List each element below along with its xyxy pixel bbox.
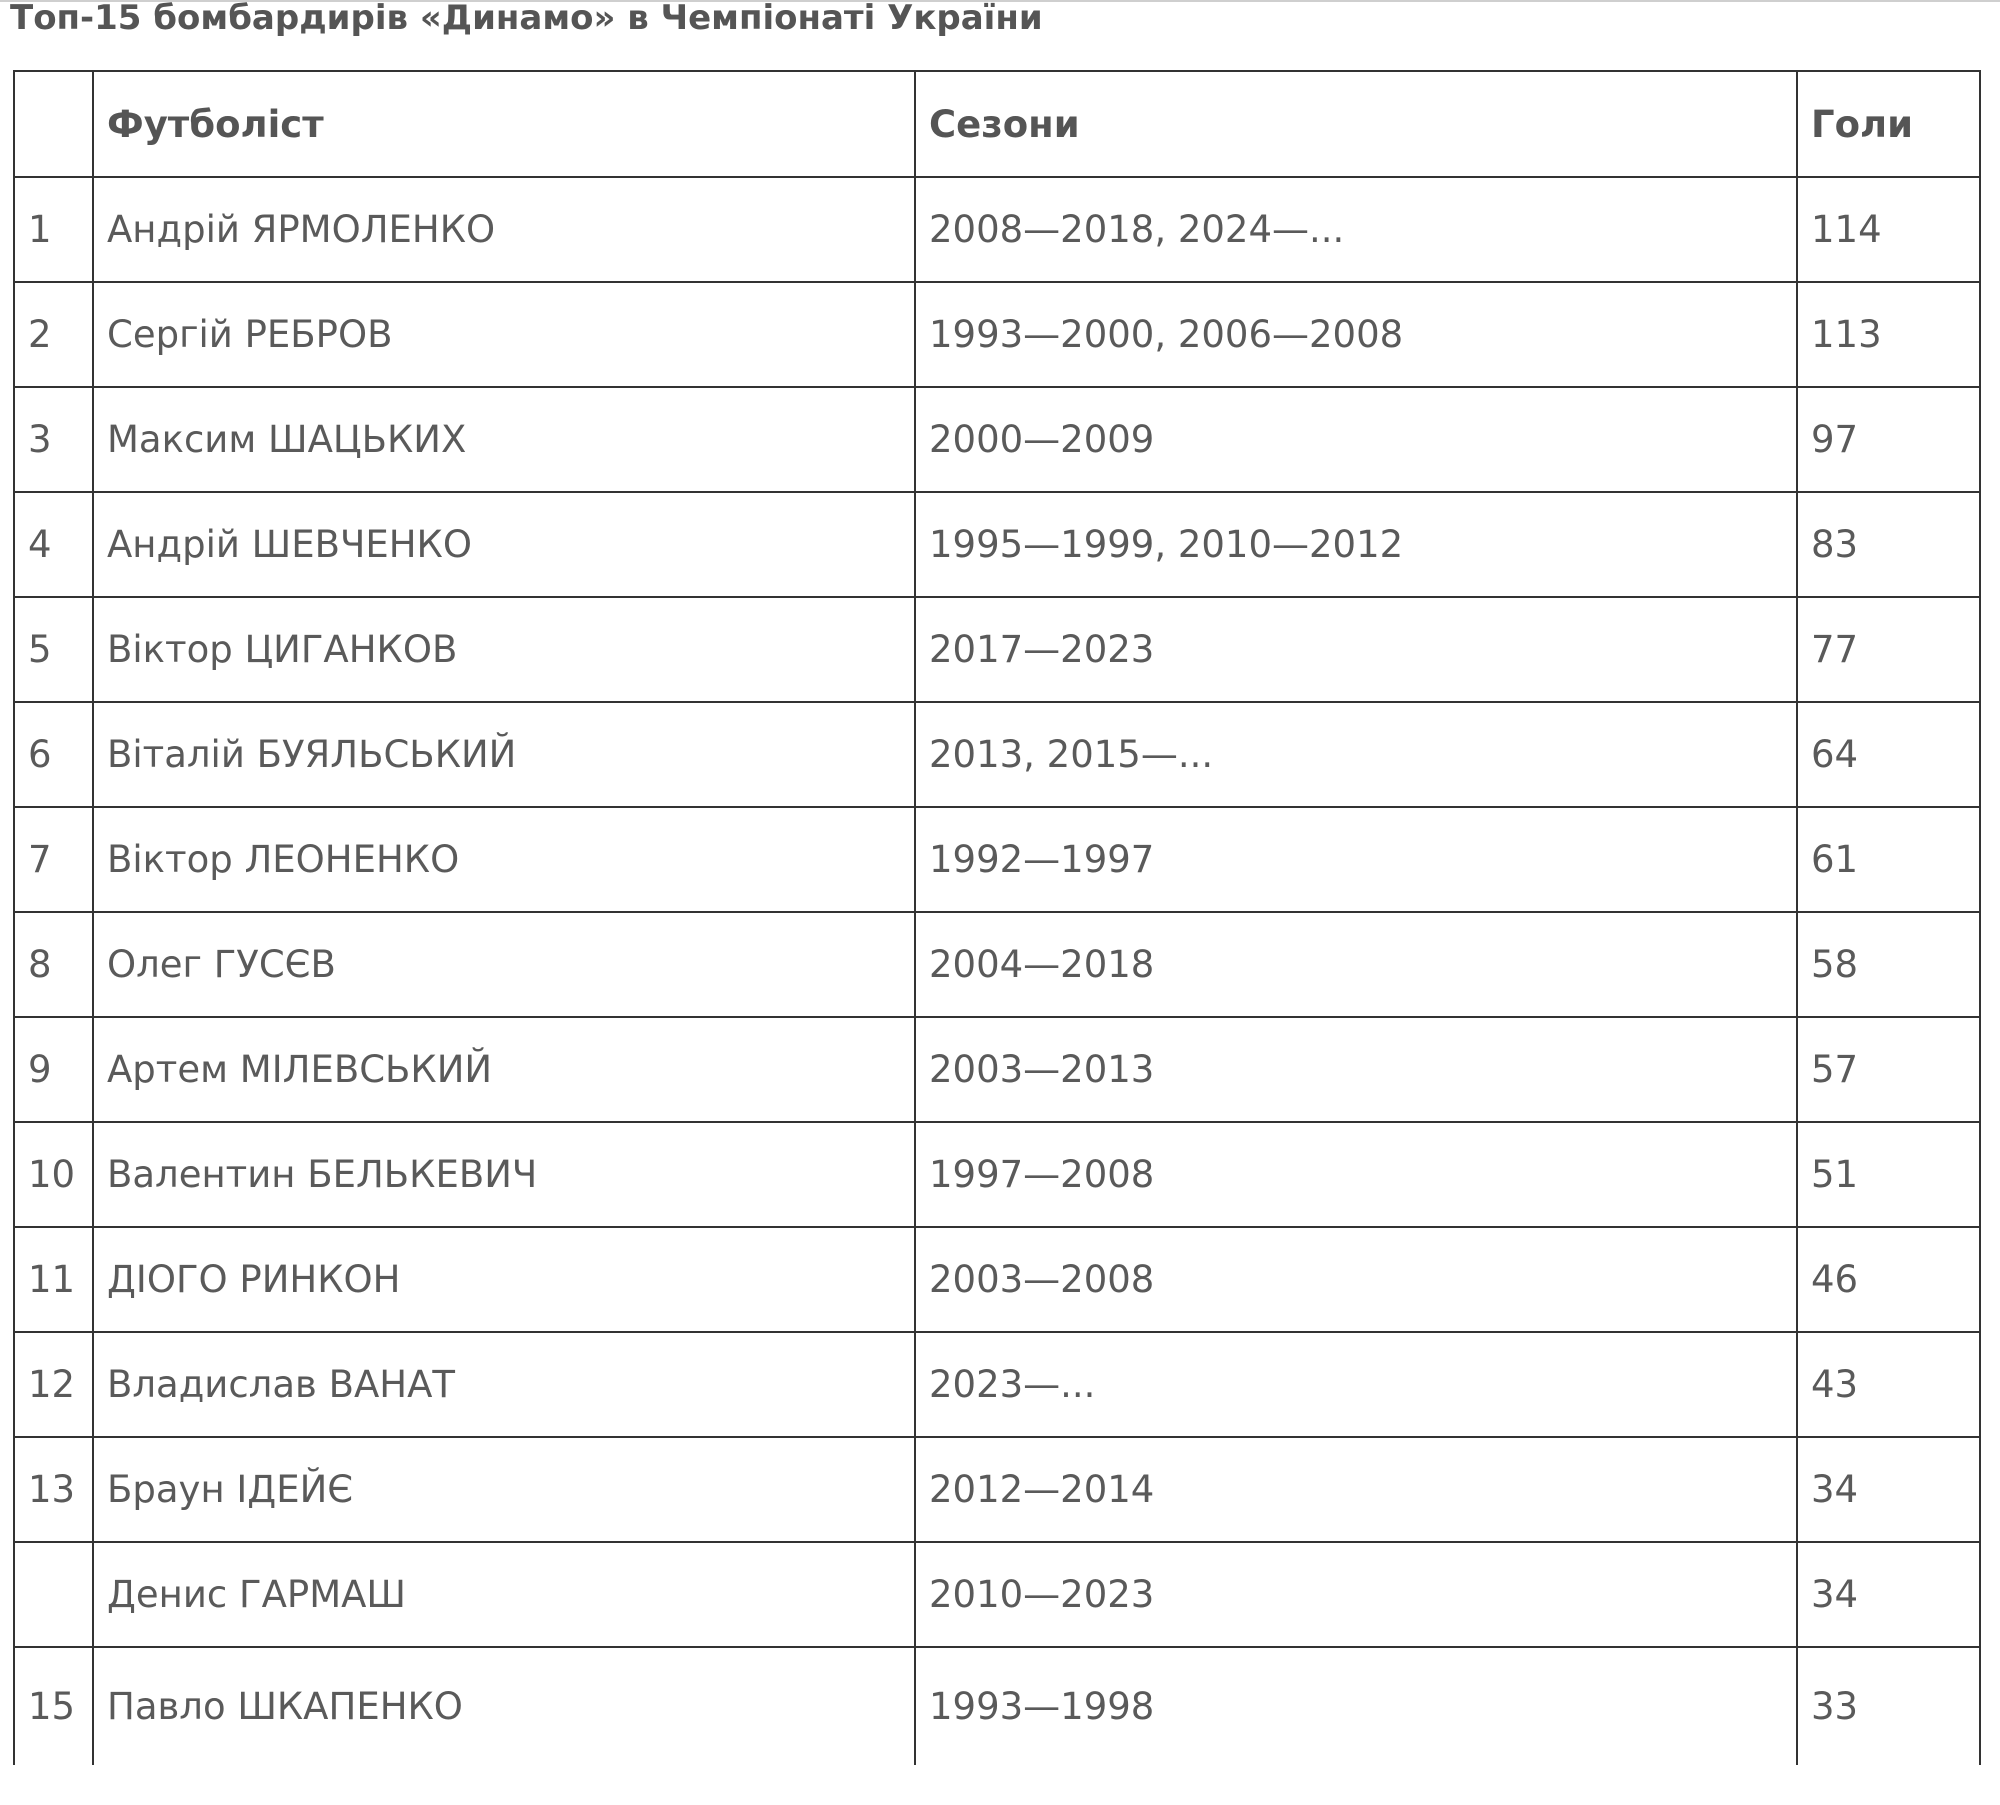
header-rank [14, 71, 93, 177]
seasons-cell: 1995—1999, 2010—2012 [915, 492, 1797, 597]
player-cell: Валентин БЕЛЬКЕВИЧ [93, 1122, 915, 1227]
goals-cell: 113 [1797, 282, 1980, 387]
goals-cell: 46 [1797, 1227, 1980, 1332]
goals-cell: 43 [1797, 1332, 1980, 1437]
goals-cell: 77 [1797, 597, 1980, 702]
rank-cell [14, 1542, 93, 1647]
table-row [14, 1227, 1980, 1332]
player-cell: Андрій ЯРМОЛЕНКО [93, 177, 915, 282]
player-cell: Браун ІДЕЙЄ [93, 1437, 915, 1542]
table-row [14, 1122, 1980, 1227]
player-cell: Олег ГУСЄВ [93, 912, 915, 1017]
player-cell: Павло ШКАПЕНКО [93, 1647, 915, 1765]
rank-cell: 1 [14, 177, 93, 282]
seasons-cell: 2023—... [915, 1332, 1797, 1437]
seasons-cell: 2012—2014 [915, 1437, 1797, 1542]
rank-cell: 15 [14, 1647, 93, 1765]
player-cell: Денис ГАРМАШ [93, 1542, 915, 1647]
top-scorers-table [13, 70, 1981, 1765]
rank-cell: 13 [14, 1437, 93, 1542]
seasons-cell: 1992—1997 [915, 807, 1797, 912]
goals-cell: 114 [1797, 177, 1980, 282]
seasons-cell: 2013, 2015—... [915, 702, 1797, 807]
table-row [14, 912, 1980, 1017]
table-row [14, 1647, 1980, 1765]
header-player: Футболіст [93, 71, 915, 177]
goals-cell: 97 [1797, 387, 1980, 492]
table-row [14, 282, 1980, 387]
player-cell: Андрій ШЕВЧЕНКО [93, 492, 915, 597]
rank-cell: 5 [14, 597, 93, 702]
table-title: Топ-15 бомбардирів «Динамо» в Чемпіонаті України [10, 0, 1043, 38]
goals-cell: 33 [1797, 1647, 1980, 1765]
table-row [14, 702, 1980, 807]
player-cell: Максим ШАЦЬКИХ [93, 387, 915, 492]
seasons-cell: 2008—2018, 2024—... [915, 177, 1797, 282]
seasons-cell: 1997—2008 [915, 1122, 1797, 1227]
seasons-cell: 2000—2009 [915, 387, 1797, 492]
rank-cell: 4 [14, 492, 93, 597]
goals-cell: 51 [1797, 1122, 1980, 1227]
player-cell: ДІОГО РИНКОН [93, 1227, 915, 1332]
rank-cell: 6 [14, 702, 93, 807]
table-row [14, 1017, 1980, 1122]
goals-cell: 34 [1797, 1437, 1980, 1542]
seasons-cell: 2017—2023 [915, 597, 1797, 702]
table-row [14, 1437, 1980, 1542]
table-row [14, 1332, 1980, 1437]
table-row [14, 807, 1980, 912]
table-row [14, 387, 1980, 492]
table-row [14, 597, 1980, 702]
rank-cell: 7 [14, 807, 93, 912]
player-cell: Сергій РЕБРОВ [93, 282, 915, 387]
player-cell: Віктор ЦИГАНКОВ [93, 597, 915, 702]
rank-cell: 10 [14, 1122, 93, 1227]
seasons-cell: 2004—2018 [915, 912, 1797, 1017]
player-cell: Артем МІЛЕВСЬКИЙ [93, 1017, 915, 1122]
header-seasons: Сезони [915, 71, 1797, 177]
seasons-cell: 2003—2013 [915, 1017, 1797, 1122]
goals-cell: 34 [1797, 1542, 1980, 1647]
player-cell: Віталій БУЯЛЬСЬКИЙ [93, 702, 915, 807]
rank-cell: 2 [14, 282, 93, 387]
goals-cell: 58 [1797, 912, 1980, 1017]
rank-cell: 3 [14, 387, 93, 492]
table-header-row [14, 71, 1980, 177]
goals-cell: 64 [1797, 702, 1980, 807]
seasons-cell: 2010—2023 [915, 1542, 1797, 1647]
goals-cell: 57 [1797, 1017, 1980, 1122]
goals-cell: 61 [1797, 807, 1980, 912]
player-cell: Віктор ЛЕОНЕНКО [93, 807, 915, 912]
rank-cell: 8 [14, 912, 93, 1017]
seasons-cell: 1993—1998 [915, 1647, 1797, 1765]
goals-cell: 83 [1797, 492, 1980, 597]
rank-cell: 9 [14, 1017, 93, 1122]
player-cell: Владислав ВАНАТ [93, 1332, 915, 1437]
header-goals: Голи [1797, 71, 1980, 177]
rank-cell: 12 [14, 1332, 93, 1437]
table-row [14, 177, 1980, 282]
table-row [14, 1542, 1980, 1647]
table-row [14, 492, 1980, 597]
seasons-cell: 1993—2000, 2006—2008 [915, 282, 1797, 387]
rank-cell: 11 [14, 1227, 93, 1332]
seasons-cell: 2003—2008 [915, 1227, 1797, 1332]
